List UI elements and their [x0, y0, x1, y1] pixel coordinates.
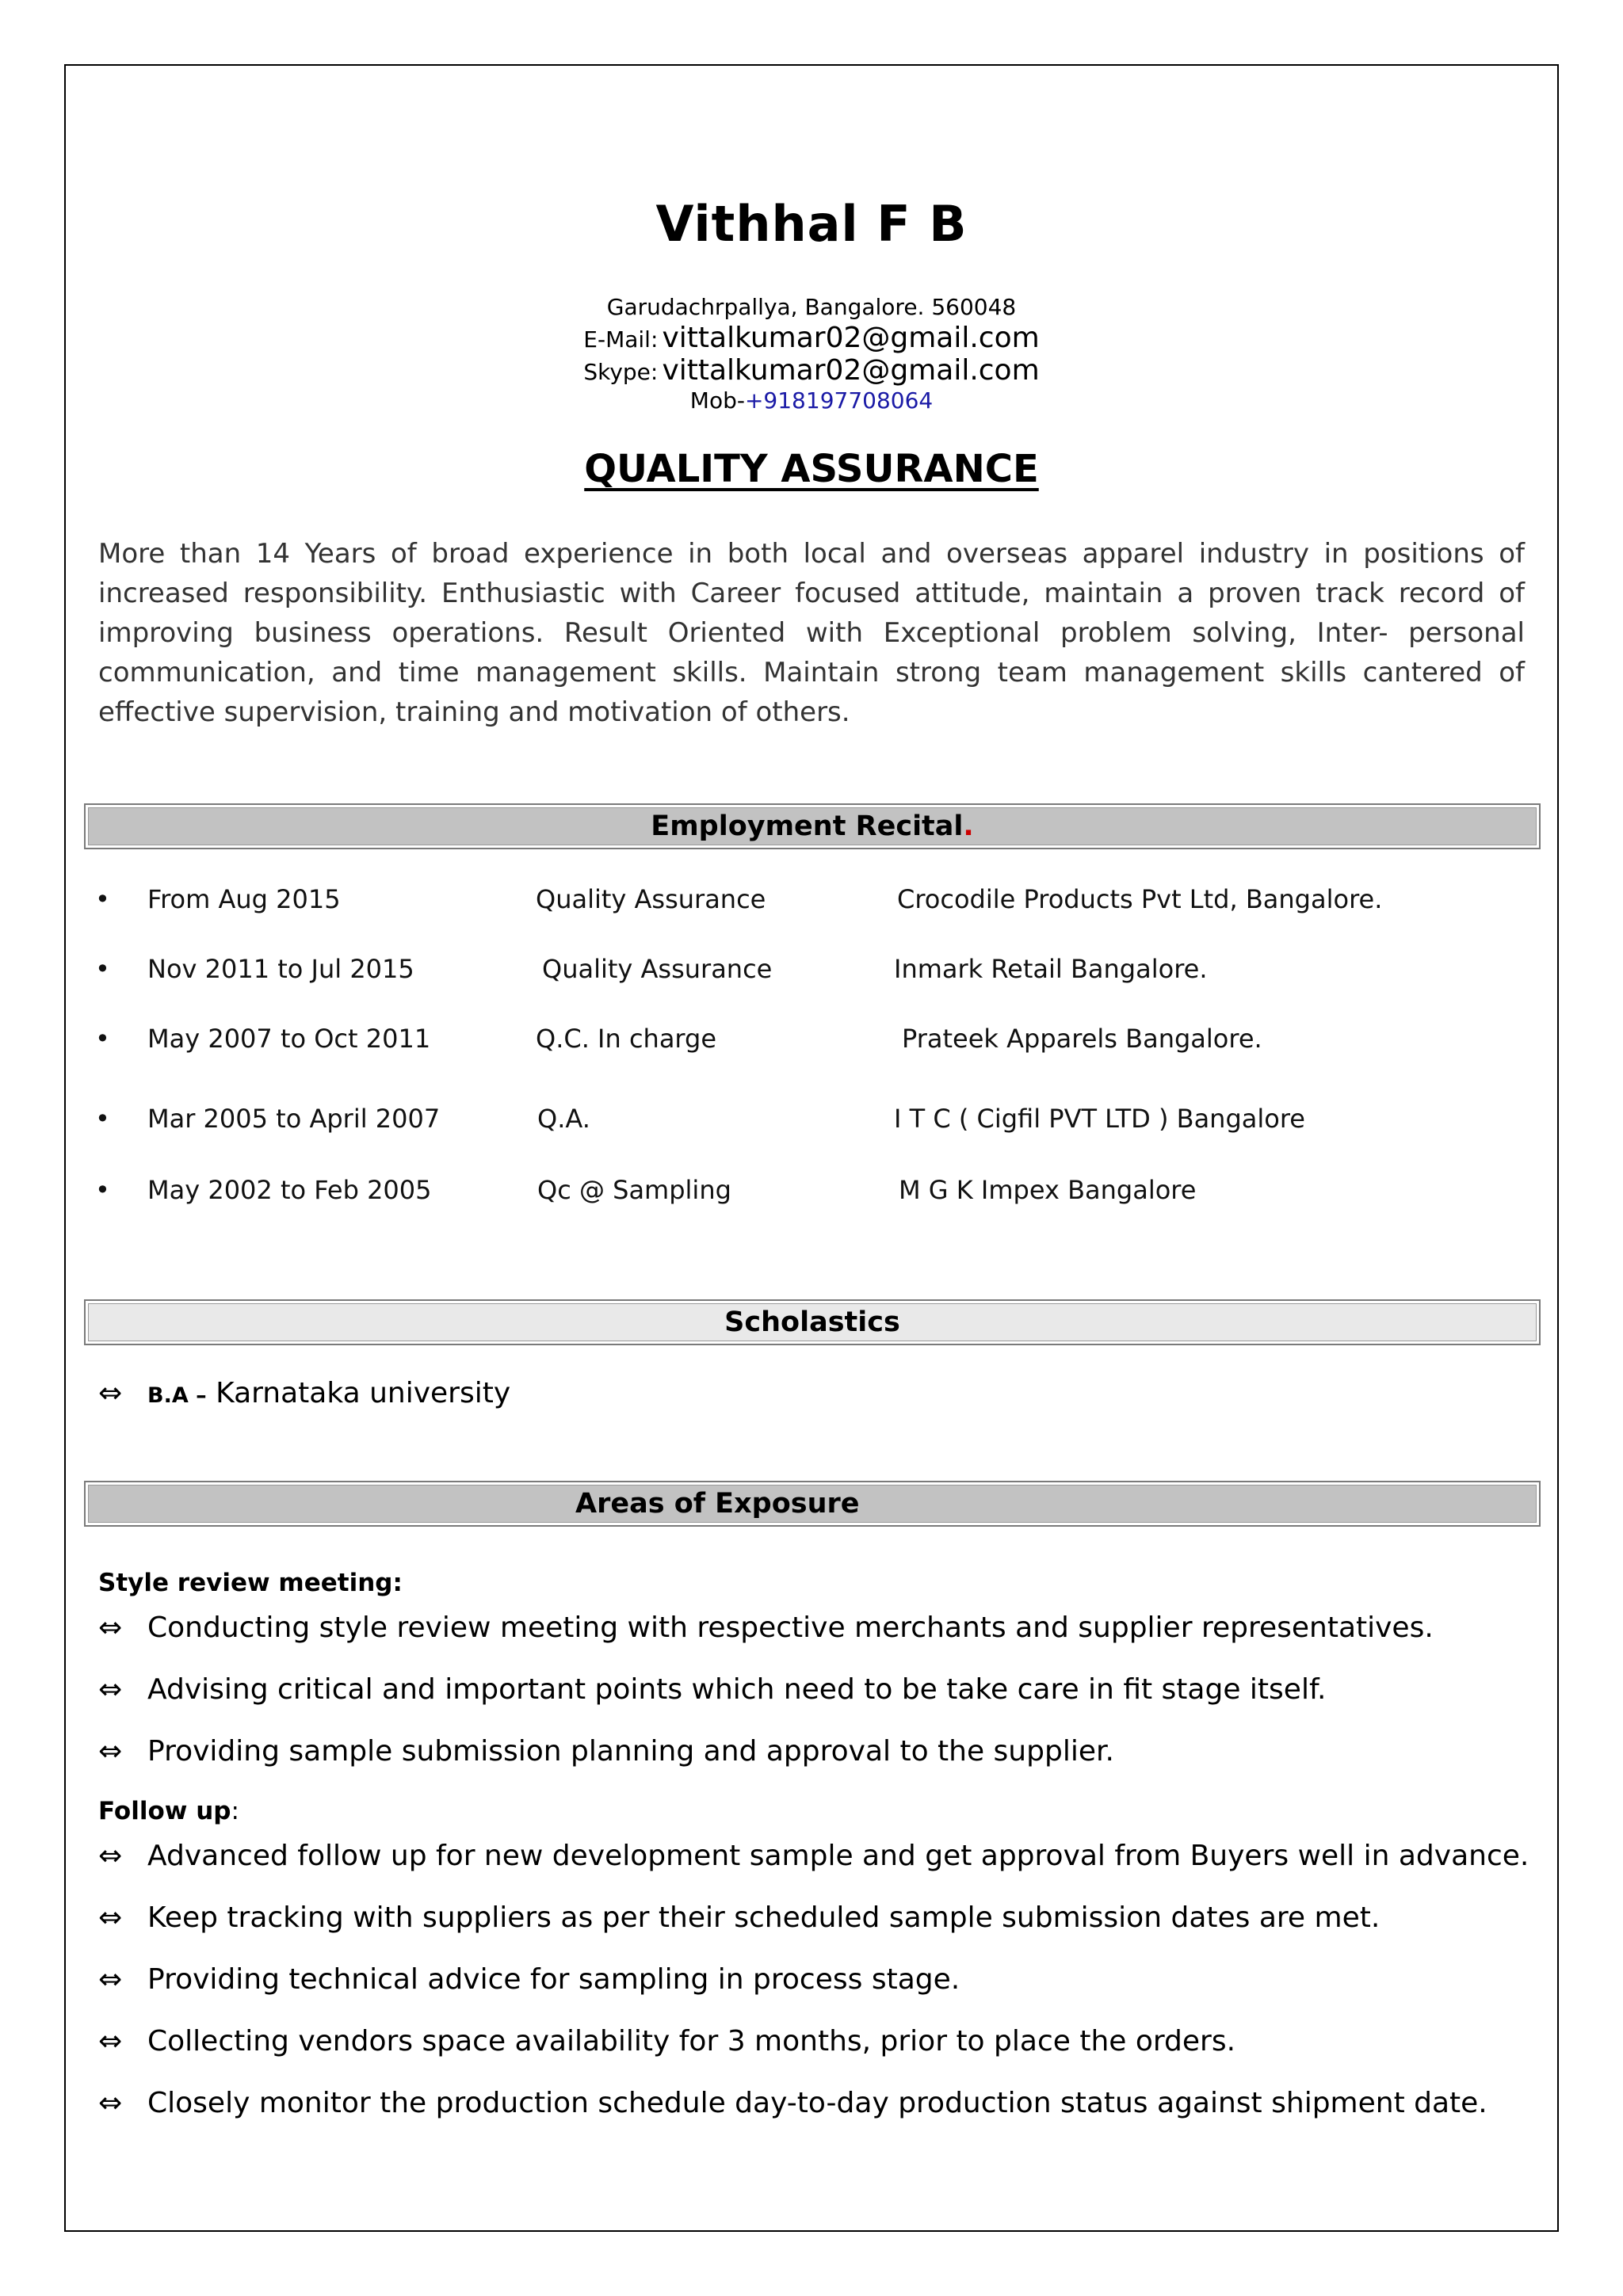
email-value[interactable]: vittalkumar02@gmail.com — [662, 322, 1040, 354]
bullet-icon: • — [95, 954, 110, 984]
job-title: Quality Assurance — [542, 954, 773, 984]
list-item-text: Closely monitor the production schedule day-to-day production status against shipment date. — [147, 2087, 1487, 2119]
job-period: From Aug 2015 — [147, 884, 341, 914]
university-name: Karnataka university — [216, 1377, 511, 1409]
job-entry — [95, 954, 1522, 989]
job-period: Nov 2011 to Jul 2015 — [147, 954, 414, 984]
list-item-text: Keep tracking with suppliers as per their scheduled sample submission dates are met. — [147, 1901, 1381, 1934]
skype-value[interactable]: vittalkumar02@gmail.com — [662, 354, 1040, 387]
double-arrow-icon: ⇔ — [98, 2087, 123, 2119]
employment-heading: Employment Recital — [651, 810, 964, 842]
bullet-icon: • — [95, 1175, 110, 1205]
list-item-text: Advising critical and important points which need to be take care in fit stage itself. — [147, 1673, 1327, 1706]
objective-title: QUALITY ASSURANCE — [584, 447, 1039, 491]
mobile-number[interactable]: +918197708064 — [744, 387, 934, 414]
resume-name: Vithhal F B — [655, 195, 968, 253]
double-arrow-icon: ⇔ — [98, 1840, 123, 1872]
follow-up-heading-text: Follow up — [98, 1797, 231, 1825]
list-item-text: Conducting style review meeting with respective merchants and supplier representatives. — [147, 1611, 1434, 1644]
mobile-label: Mob- — [689, 387, 745, 414]
email-label: E-Mail: — [583, 326, 659, 353]
exposure-section-header — [84, 1481, 1541, 1527]
degree-label: B.A – — [147, 1383, 207, 1408]
double-arrow-icon: ⇔ — [98, 1611, 123, 1644]
bullet-icon: • — [95, 884, 110, 914]
job-company: I T C ( Cigfil PVT LTD ) Bangalore — [894, 1104, 1305, 1134]
scholastics-section-header — [84, 1299, 1541, 1345]
bullet-icon: • — [95, 1024, 110, 1054]
skype-label: Skype: — [583, 359, 659, 385]
profile-summary: More than 14 Years of broad experience in both local and overseas apparel industry in positions of increased responsibility. Enthusiastic with Career focused attitude, maintain a proven track record of improving business operations. Result Oriented with Exceptional problem solving, Inter- personal communication, and time management skills. Maintain strong team management skills cantered of effective supervision, training and motivation of others. — [98, 538, 1525, 728]
double-arrow-icon: ⇔ — [98, 1735, 123, 1768]
double-arrow-icon: ⇔ — [98, 1673, 123, 1706]
job-company: Inmark Retail Bangalore. — [894, 954, 1208, 984]
skype-line — [64, 354, 1559, 387]
job-title: Q.A. — [537, 1104, 590, 1134]
employment-heading-dot: . — [963, 810, 974, 842]
job-entry — [95, 1175, 1522, 1210]
list-item-text: Providing technical advice for sampling in process stage. — [147, 1963, 960, 1996]
mobile-line — [64, 387, 1559, 414]
education-text — [147, 1377, 510, 1409]
job-company: Prateek Apparels Bangalore. — [902, 1024, 1262, 1054]
follow-up-heading — [98, 1797, 239, 1825]
follow-up-colon: : — [231, 1797, 239, 1825]
exposure-heading: Areas of Exposure — [575, 1488, 860, 1520]
email-line — [64, 322, 1559, 354]
double-arrow-icon: ⇔ — [98, 1963, 123, 1996]
job-title: Qc @ Sampling — [537, 1175, 731, 1205]
job-period: Mar 2005 to April 2007 — [147, 1104, 441, 1134]
double-arrow-icon: ⇔ — [98, 1377, 123, 1409]
list-item-text: Advanced follow up for new development sample and get approval from Buyers well in advance. — [147, 1840, 1529, 1872]
address: Garudachrpallya, Bangalore. 560048 — [606, 294, 1017, 320]
style-review-heading: Style review meeting: — [98, 1569, 403, 1597]
job-entry — [95, 1024, 1522, 1058]
job-title: Quality Assurance — [536, 884, 766, 914]
double-arrow-icon: ⇔ — [98, 2025, 123, 2058]
scholastics-heading: Scholastics — [724, 1306, 900, 1338]
job-company: M G K Impex Bangalore — [899, 1175, 1197, 1205]
bullet-icon: • — [95, 1104, 110, 1134]
job-title: Q.C. In charge — [536, 1024, 717, 1054]
job-company: Crocodile Products Pvt Ltd, Bangalore. — [897, 884, 1383, 914]
employment-section-header — [84, 803, 1541, 849]
job-period: May 2007 to Oct 2011 — [147, 1024, 431, 1054]
list-item-text: Providing sample submission planning and approval to the supplier. — [147, 1735, 1114, 1768]
job-entry — [95, 884, 1522, 919]
list-item-text: Collecting vendors space availability for 3 months, prior to place the orders. — [147, 2025, 1236, 2058]
double-arrow-icon: ⇔ — [98, 1901, 123, 1934]
job-period: May 2002 to Feb 2005 — [147, 1175, 432, 1205]
job-entry — [95, 1104, 1522, 1138]
